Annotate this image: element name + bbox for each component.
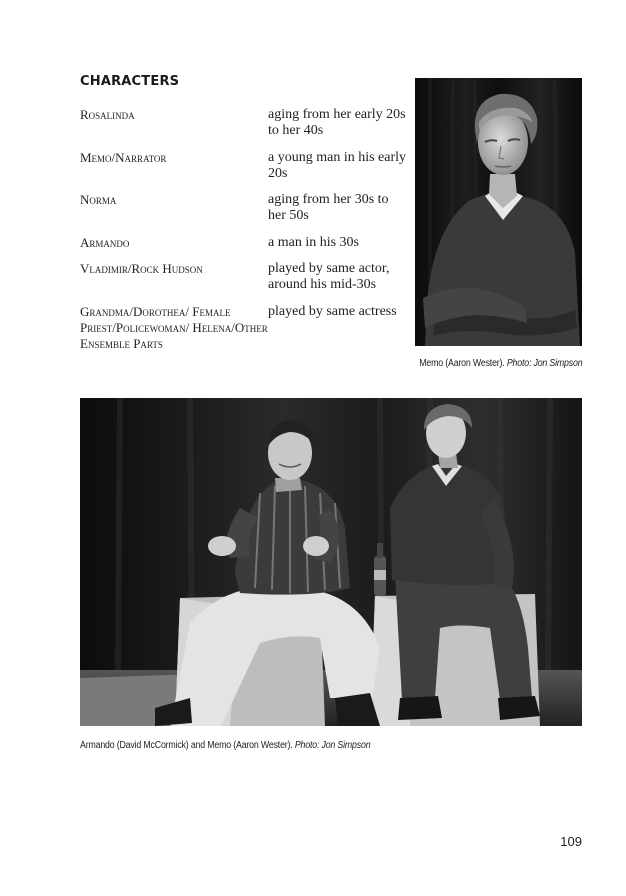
- character-description: played by same actress: [268, 304, 397, 319]
- character-name: Norma: [80, 192, 117, 207]
- character-row: [80, 261, 410, 295]
- character-row: [80, 304, 410, 354]
- memo-photo-caption: [419, 358, 582, 369]
- character-description: aging from her early 20s to her 40s: [268, 107, 406, 138]
- character-name: Memo/Narrator: [80, 150, 167, 165]
- memo-portrait-illustration: [415, 78, 582, 346]
- character-name: Vladimir/Rock Hudson: [80, 261, 203, 276]
- character-description: a young man in his early 20s: [268, 150, 407, 181]
- character-row: [80, 150, 410, 184]
- character-name: Grandma/Dorothea/ Female Priest/Policewoman/ Helena/Other Ensemble Parts: [80, 304, 268, 351]
- character-row: [80, 235, 410, 253]
- memo-portrait-photo: [415, 78, 582, 346]
- caption-credit: Photo: Jon Simpson: [294, 740, 371, 751]
- character-description: aging from her 30s to her 50s: [268, 192, 389, 223]
- caption-text: Armando (David McCormick) and Memo (Aaron Wester).: [80, 740, 295, 751]
- stage-scene-illustration: [80, 398, 582, 726]
- character-row: [80, 107, 410, 141]
- page-number: 109: [560, 834, 582, 849]
- armando-memo-photo: [80, 398, 582, 726]
- caption-text: Memo (Aaron Wester).: [418, 358, 507, 369]
- characters-heading: CHARACTERS: [80, 74, 180, 89]
- character-description: played by same actor, around his mid-30s: [268, 261, 390, 292]
- character-row: [80, 192, 410, 226]
- caption-credit: Photo: Jon Simpson: [506, 358, 582, 369]
- character-name: Rosalinda: [80, 107, 135, 122]
- character-description: a man in his 30s: [268, 235, 359, 250]
- character-name: Armando: [80, 235, 130, 250]
- armando-memo-photo-caption: [80, 740, 370, 751]
